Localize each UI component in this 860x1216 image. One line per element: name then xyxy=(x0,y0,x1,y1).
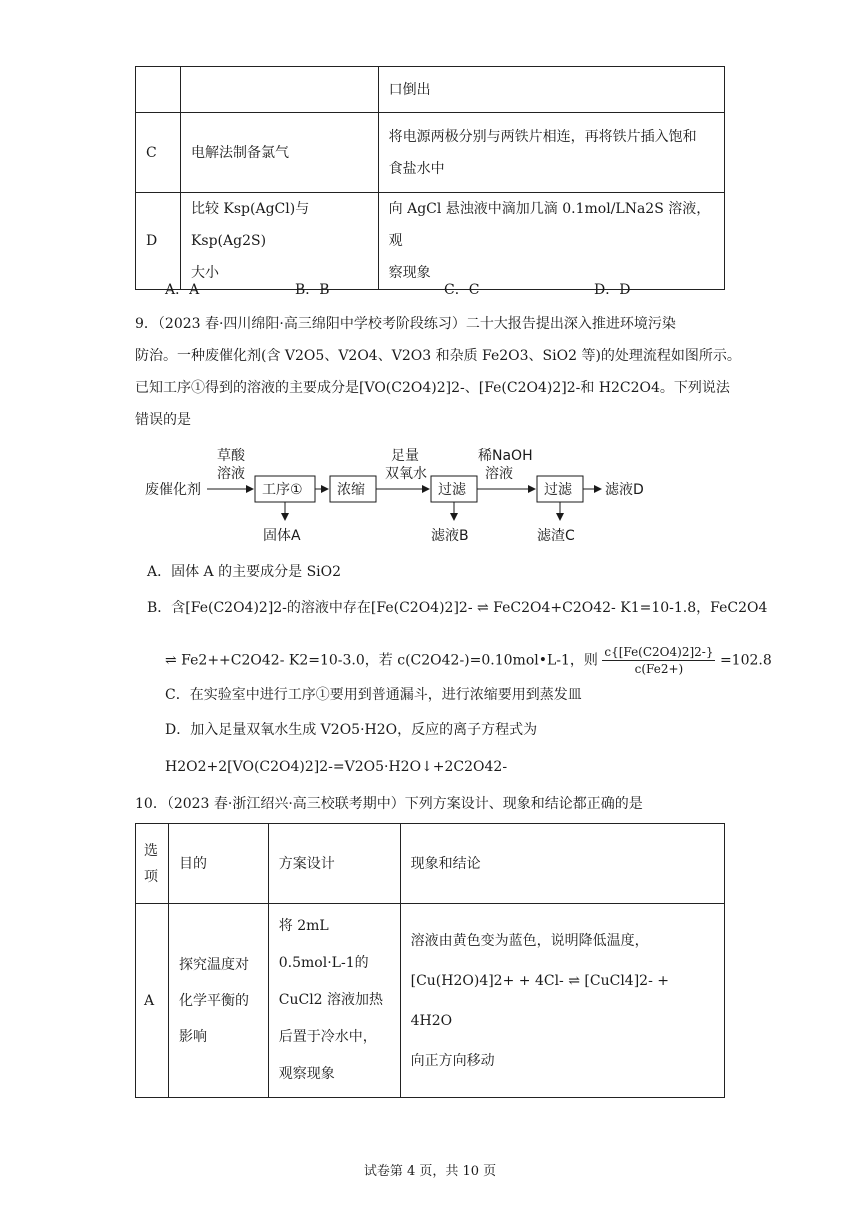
flow-out3: 滤渣C xyxy=(537,528,575,544)
flow-step4: 过滤 xyxy=(544,482,572,498)
flow-reagent2: 双氧水 xyxy=(385,466,427,482)
table-cell-result xyxy=(400,904,724,1098)
table-cell-method xyxy=(378,193,724,290)
table-cell-label xyxy=(136,67,181,113)
table-cell-label: D xyxy=(136,193,181,290)
header-text: 项 xyxy=(144,868,158,885)
method-line: 后置于冷水中， xyxy=(278,1029,377,1045)
table-cell-method: 口倒出 xyxy=(378,67,724,113)
question-9-equation: H2O2+2[VO(C2O4)2]2-=V2O5·H2O↓+2C2O42- xyxy=(165,759,508,775)
table-cell-method xyxy=(268,904,400,1098)
method-line: 将 2mL xyxy=(278,918,329,934)
flow-step1: 工序① xyxy=(262,482,303,498)
table-cell-label: C xyxy=(136,113,181,193)
question-8-table xyxy=(135,66,725,290)
method-line: 向 AgCl 悬浊液中滴加几滴 0.1mol/LNa2S 溶液，观 xyxy=(388,201,711,249)
question-9-option-b: B．含[Fe(C2O4)2]2-的溶液中存在[Fe(C2O4)2]2- ⇌ FeC2O4+C2O42- K1=10-1.8，FeC2O4 xyxy=(147,600,768,616)
fraction-denominator: c(Fe2+) xyxy=(634,662,684,676)
process-flow-diagram xyxy=(135,440,695,550)
option-c: C．C xyxy=(444,282,480,298)
table-row xyxy=(136,67,725,113)
purpose-line: 比较 Ksp(AgCl)与 Ksp(Ag2S) xyxy=(190,201,310,249)
question-9-option-a: A．固体 A 的主要成分是 SiO2 xyxy=(147,564,342,580)
question-9-stem: 防治。一种废催化剂(含 V2O5、V2O4、V2O3 和杂质 Fe2O3、SiO2 等)的处理流程如图所示。 xyxy=(135,348,741,364)
table-row xyxy=(136,904,725,1098)
flow-step2: 浓缩 xyxy=(337,482,365,498)
header-text: 选 xyxy=(144,842,158,859)
flow-reagent3: 溶液 xyxy=(485,466,513,482)
table-cell-purpose: 电解法制备氯气 xyxy=(180,113,378,193)
table-cell-method xyxy=(378,113,724,193)
method-line: CuCl2 溶液加热 xyxy=(278,992,384,1008)
question-9-option-b-cont xyxy=(165,644,772,677)
option-d: D．D xyxy=(594,282,631,298)
question-10-table xyxy=(135,823,725,1098)
table-cell-purpose xyxy=(180,67,378,113)
concentration-ratio xyxy=(602,644,715,677)
method-line: 观察现象 xyxy=(278,1066,335,1082)
table-row xyxy=(136,113,725,193)
question-9-option-c: C．在实验室中进行工序①要用到普通漏斗，进行浓缩要用到蒸发皿 xyxy=(165,687,582,703)
table-cell-label: A xyxy=(136,904,169,1098)
question-9-stem: 已知工序①得到的溶液的主要成分是[VO(C2O4)2]2-、[Fe(C2O4)2]2-和 H2C2O4。下列说法 xyxy=(135,380,730,396)
purpose-line: 化学平衡的 xyxy=(178,992,249,1009)
method-line: 0.5mol·L-1的 xyxy=(278,955,369,971)
header-option xyxy=(136,824,169,904)
flow-step3: 过滤 xyxy=(438,482,466,498)
flow-reagent1: 溶液 xyxy=(217,466,245,482)
flow-start: 废催化剂 xyxy=(145,482,201,498)
table-cell-purpose xyxy=(168,904,268,1098)
option-b: B．B xyxy=(295,282,330,298)
page-footer: 试卷第 4 页，共 10 页 xyxy=(363,1164,497,1179)
result-equation: [Cu(H2O)4]2+ + 4Cl- ⇌ [CuCl4]2- + 4H2O xyxy=(410,972,669,1029)
header-purpose: 目的 xyxy=(168,824,268,904)
method-line: 察现象 xyxy=(388,265,431,281)
flow-reagent1: 草酸 xyxy=(217,448,245,464)
result-line: 向正方向移动 xyxy=(410,1052,495,1069)
option-a: A．A xyxy=(165,282,200,298)
flow-end: 滤液D xyxy=(605,482,644,498)
flow-reagent3: 稀NaOH xyxy=(478,448,533,464)
header-method: 方案设计 xyxy=(268,824,400,904)
question-10-stem: 10．（2023 春·浙江绍兴·高三校联考期中）下列方案设计、现象和结论都正确的是 xyxy=(135,796,643,812)
purpose-line: 探究温度对 xyxy=(178,956,249,973)
flow-out1: 固体A xyxy=(263,528,301,544)
option-b-result: =102.8 xyxy=(719,652,772,669)
table-header-row xyxy=(136,824,725,904)
purpose-line: 大小 xyxy=(190,265,219,281)
question-9-stem: 错误的是 xyxy=(135,412,191,428)
header-result: 现象和结论 xyxy=(400,824,724,904)
flow-out2: 滤液B xyxy=(431,528,469,544)
table-row xyxy=(136,193,725,290)
question-9-option-d: D．加入足量双氧水生成 V2O5·H2O，反应的离子方程式为 xyxy=(165,722,538,738)
purpose-line: 影响 xyxy=(178,1028,207,1045)
table-cell-purpose xyxy=(180,193,378,290)
fraction-numerator: c{[Fe(C2O4)2]2-} xyxy=(604,645,714,659)
method-line: 食盐水中 xyxy=(388,160,445,177)
option-b-text: ⇌ Fe2++C2O42- K2=10-3.0，若 c(C2O42-)=0.10mol•L-1，则 xyxy=(165,652,598,669)
result-line: 溶液由黄色变为蓝色，说明降低温度， xyxy=(410,932,649,949)
method-line: 将电源两极分别与两铁片相连，再将铁片插入饱和 xyxy=(388,128,697,145)
question-9-stem: 9．（2023 春·四川绵阳·高三绵阳中学校考阶段练习）二十大报告提出深入推进环境污染 xyxy=(135,316,676,332)
flow-reagent2: 足量 xyxy=(391,448,419,464)
